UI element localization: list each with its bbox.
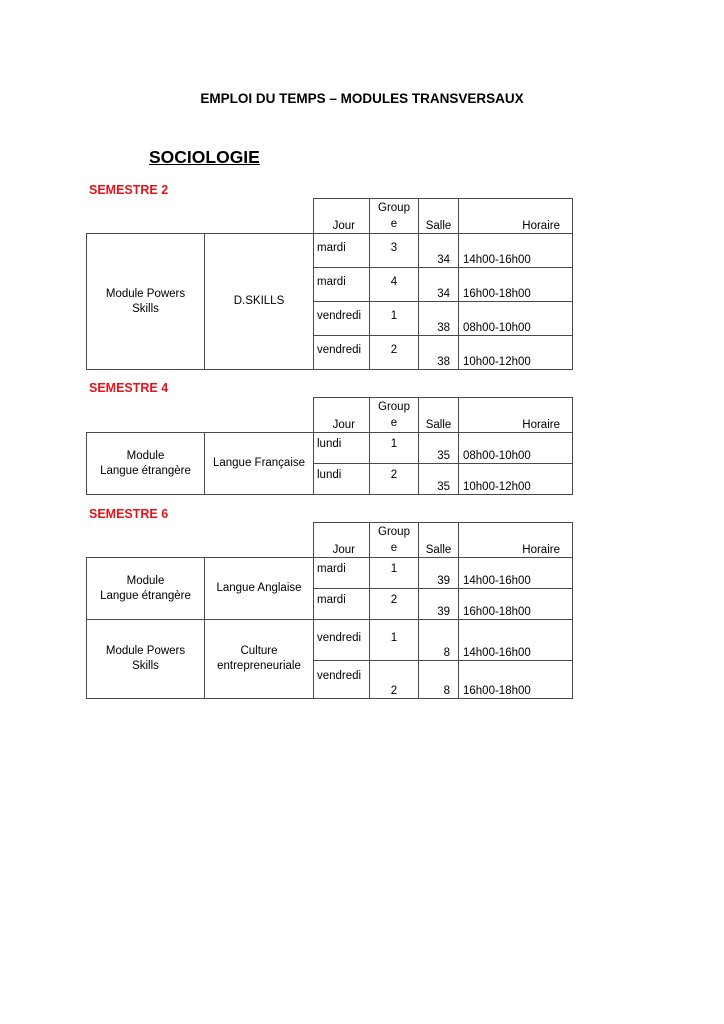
module-cell: Module Powers Skills bbox=[87, 234, 205, 370]
header-salle: Salle bbox=[419, 398, 459, 433]
blank-cell bbox=[87, 199, 314, 234]
room-cell: 38 bbox=[419, 302, 459, 336]
module-cell: Module Langue étrangère bbox=[87, 433, 205, 495]
semester-2-table bbox=[86, 198, 573, 370]
table-row bbox=[87, 620, 573, 661]
group-cell: 3 bbox=[370, 234, 419, 268]
header-groupe: Group e bbox=[370, 398, 419, 433]
time-cell: 10h00-12h00 bbox=[459, 464, 573, 495]
time-cell: 16h00-18h00 bbox=[459, 268, 573, 302]
room-cell: 8 bbox=[419, 661, 459, 699]
room-cell: 8 bbox=[419, 620, 459, 661]
module-cell: Module Powers Skills bbox=[87, 620, 205, 699]
room-cell: 34 bbox=[419, 268, 459, 302]
header-horaire: Horaire bbox=[459, 398, 573, 433]
day-cell: lundi bbox=[314, 433, 370, 464]
group-cell: 1 bbox=[370, 302, 419, 336]
header-salle: Salle bbox=[419, 199, 459, 234]
semester-6-table bbox=[86, 522, 573, 699]
day-cell: mardi bbox=[314, 234, 370, 268]
time-cell: 14h00-16h00 bbox=[459, 558, 573, 589]
course-cell: D.SKILLS bbox=[205, 234, 314, 370]
group-cell: 1 bbox=[370, 558, 419, 589]
table-row bbox=[87, 558, 573, 589]
subject-heading: SOCIOLOGIE bbox=[149, 147, 260, 167]
room-cell: 38 bbox=[419, 336, 459, 370]
semester-4-label: SEMESTRE 4 bbox=[89, 381, 169, 395]
header-row bbox=[87, 199, 573, 234]
header-jour: Jour bbox=[314, 398, 370, 433]
group-cell: 2 bbox=[370, 464, 419, 495]
header-horaire: Horaire bbox=[459, 199, 573, 234]
room-cell: 34 bbox=[419, 234, 459, 268]
day-cell: vendredi bbox=[314, 302, 370, 336]
room-cell: 35 bbox=[419, 433, 459, 464]
course-cell: Langue Anglaise bbox=[205, 558, 314, 620]
room-cell: 35 bbox=[419, 464, 459, 495]
day-cell: mardi bbox=[314, 268, 370, 302]
group-cell: 1 bbox=[370, 620, 419, 661]
day-cell: mardi bbox=[314, 589, 370, 620]
group-cell: 2 bbox=[370, 336, 419, 370]
room-cell: 39 bbox=[419, 589, 459, 620]
header-jour: Jour bbox=[314, 199, 370, 234]
table-row bbox=[87, 234, 573, 268]
header-groupe: Group e bbox=[370, 199, 419, 234]
time-cell: 14h00-16h00 bbox=[459, 234, 573, 268]
room-cell: 39 bbox=[419, 558, 459, 589]
group-cell: 2 bbox=[370, 589, 419, 620]
day-cell: vendredi bbox=[314, 620, 370, 661]
blank-cell bbox=[87, 523, 314, 558]
time-cell: 16h00-18h00 bbox=[459, 661, 573, 699]
blank-cell bbox=[87, 398, 314, 433]
course-cell: Culture entrepreneuriale bbox=[205, 620, 314, 699]
day-cell: vendredi bbox=[314, 336, 370, 370]
semester-2-label: SEMESTRE 2 bbox=[89, 183, 169, 197]
time-cell: 10h00-12h00 bbox=[459, 336, 573, 370]
table-row bbox=[87, 433, 573, 464]
header-row bbox=[87, 523, 573, 558]
header-jour: Jour bbox=[314, 523, 370, 558]
course-cell: Langue Française bbox=[205, 433, 314, 495]
day-cell: vendredi bbox=[314, 661, 370, 699]
document-title: EMPLOI DU TEMPS – MODULES TRANSVERSAUX bbox=[200, 91, 524, 106]
header-horaire: Horaire bbox=[459, 523, 573, 558]
day-cell: mardi bbox=[314, 558, 370, 589]
module-cell: Module Langue étrangère bbox=[87, 558, 205, 620]
semester-6-label: SEMESTRE 6 bbox=[89, 507, 169, 521]
day-cell: lundi bbox=[314, 464, 370, 495]
time-cell: 08h00-10h00 bbox=[459, 433, 573, 464]
header-groupe: Group e bbox=[370, 523, 419, 558]
header-row bbox=[87, 398, 573, 433]
semester-4-table bbox=[86, 397, 573, 495]
time-cell: 08h00-10h00 bbox=[459, 302, 573, 336]
time-cell: 16h00-18h00 bbox=[459, 589, 573, 620]
time-cell: 14h00-16h00 bbox=[459, 620, 573, 661]
header-salle: Salle bbox=[419, 523, 459, 558]
group-cell: 1 bbox=[370, 433, 419, 464]
group-cell: 4 bbox=[370, 268, 419, 302]
group-cell: 2 bbox=[370, 661, 419, 699]
